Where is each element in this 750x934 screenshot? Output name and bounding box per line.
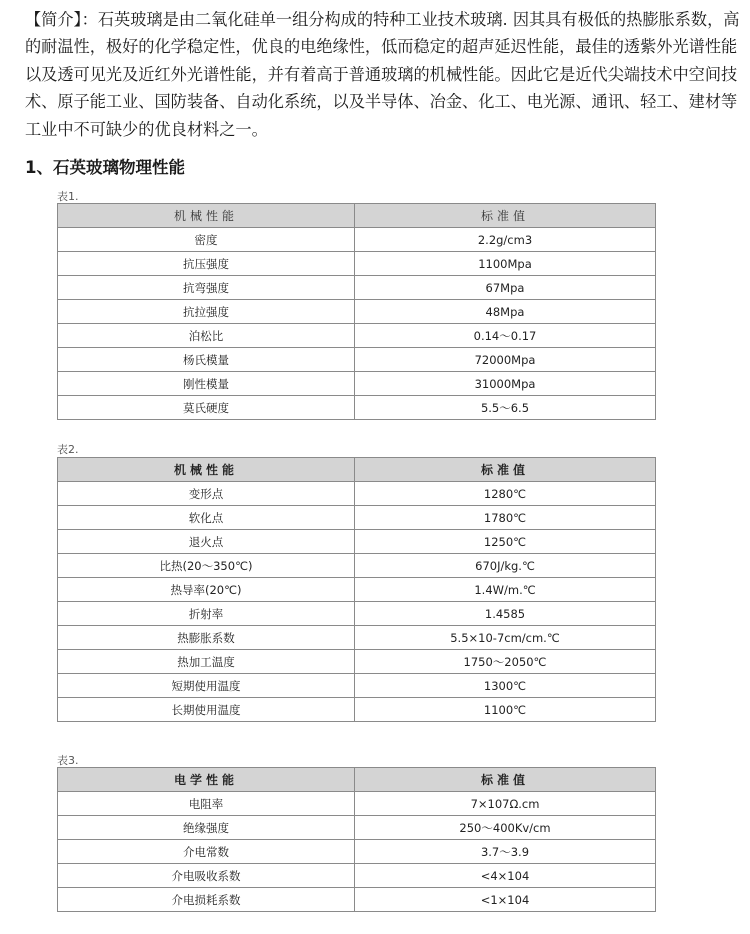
value-cell: 5.5～6.5 — [355, 396, 656, 420]
column-header: 电学性能 — [58, 768, 355, 792]
value-cell: 1100℃ — [355, 698, 656, 722]
table-row — [58, 348, 656, 372]
column-header: 机械性能 — [58, 204, 355, 228]
table-row — [58, 228, 656, 252]
table-row — [58, 626, 656, 650]
table-row — [58, 816, 656, 840]
value-cell: 250～400Kv/cm — [355, 816, 656, 840]
table-row — [58, 650, 656, 674]
property-cell: 抗弯强度 — [58, 276, 355, 300]
property-cell: 热膨胀系数 — [58, 626, 355, 650]
property-cell: 比热(20～350℃) — [58, 554, 355, 578]
property-cell: 热加工温度 — [58, 650, 355, 674]
value-cell: 1780℃ — [355, 506, 656, 530]
table-row — [58, 482, 656, 506]
property-cell: 折射率 — [58, 602, 355, 626]
property-cell: 电阻率 — [58, 792, 355, 816]
table-row — [58, 530, 656, 554]
table-row — [58, 396, 656, 420]
property-cell: 密度 — [58, 228, 355, 252]
value-cell: 7×107Ω.cm — [355, 792, 656, 816]
property-cell: 抗压强度 — [58, 252, 355, 276]
table-row — [58, 888, 656, 912]
table-row — [58, 792, 656, 816]
table-row — [58, 300, 656, 324]
value-cell: 670J/kg.℃ — [355, 554, 656, 578]
value-cell: 48Mpa — [355, 300, 656, 324]
column-header: 标准值 — [355, 458, 656, 482]
property-cell: 介电损耗系数 — [58, 888, 355, 912]
property-cell: 杨氏模量 — [58, 348, 355, 372]
intro-paragraph: 【简介】：石英玻璃是由二氧化硅单一组分构成的特种工业技术玻璃. 因其具有极低的热膨胀系数，高的耐温性，极好的化学稳定性，优良的电绝缘性，低而稳定的超声延迟性能，最佳的透紫外光谱性能以及透可见光及近红外光谱性能，并有着高于普通玻璃的机械性能。因此它是近代尖端技术中空间技术、原子能工业、国防装备、自动化系统，以及半导体、冶金、化工、电光源、通讯、轻工、建材等工业中不可缺少的优良材料之一。 — [25, 10, 740, 139]
property-cell: 介电常数 — [58, 840, 355, 864]
table-row — [58, 840, 656, 864]
table-row — [58, 864, 656, 888]
property-cell: 介电吸收系数 — [58, 864, 355, 888]
value-cell: 1.4W/m.℃ — [355, 578, 656, 602]
value-cell: 31000Mpa — [355, 372, 656, 396]
table-1-caption: 表1. — [57, 190, 79, 203]
section-title: 1、石英玻璃物理性能 — [25, 158, 185, 177]
table-row — [58, 578, 656, 602]
property-cell: 刚性模量 — [58, 372, 355, 396]
value-cell: 1250℃ — [355, 530, 656, 554]
value-cell: 1300℃ — [355, 674, 656, 698]
table-header-row — [58, 204, 656, 228]
table-row — [58, 276, 656, 300]
value-cell: 1100Mpa — [355, 252, 656, 276]
table-row — [58, 674, 656, 698]
column-header: 机械性能 — [58, 458, 355, 482]
table-row — [58, 554, 656, 578]
value-cell: 67Mpa — [355, 276, 656, 300]
value-cell: 3.7～3.9 — [355, 840, 656, 864]
value-cell: 2.2g/cm3 — [355, 228, 656, 252]
property-cell: 热导率(20℃) — [58, 578, 355, 602]
property-cell: 退火点 — [58, 530, 355, 554]
table-3-caption: 表3. — [57, 754, 79, 767]
table-row — [58, 372, 656, 396]
value-cell: 1.4585 — [355, 602, 656, 626]
table-row — [58, 698, 656, 722]
table-2-caption: 表2. — [57, 443, 79, 456]
value-cell: 1750～2050℃ — [355, 650, 656, 674]
value-cell: 5.5×10-7cm/cm.℃ — [355, 626, 656, 650]
table-row — [58, 602, 656, 626]
property-cell: 抗拉强度 — [58, 300, 355, 324]
value-cell: <1×104 — [355, 888, 656, 912]
property-cell: 软化点 — [58, 506, 355, 530]
table-row — [58, 506, 656, 530]
property-cell: 绝缘强度 — [58, 816, 355, 840]
table-header-row — [58, 458, 656, 482]
value-cell: 72000Mpa — [355, 348, 656, 372]
value-cell: 1280℃ — [355, 482, 656, 506]
table-header-row — [58, 768, 656, 792]
table-row — [58, 324, 656, 348]
property-cell: 短期使用温度 — [58, 674, 355, 698]
property-cell: 变形点 — [58, 482, 355, 506]
property-cell: 莫氏硬度 — [58, 396, 355, 420]
table-2 — [57, 457, 656, 722]
property-cell: 泊松比 — [58, 324, 355, 348]
value-cell: <4×104 — [355, 864, 656, 888]
table-row — [58, 252, 656, 276]
value-cell: 0.14～0.17 — [355, 324, 656, 348]
table-1 — [57, 203, 656, 420]
table-3 — [57, 767, 656, 912]
column-header: 标准值 — [355, 768, 656, 792]
property-cell: 长期使用温度 — [58, 698, 355, 722]
column-header: 标准值 — [355, 204, 656, 228]
